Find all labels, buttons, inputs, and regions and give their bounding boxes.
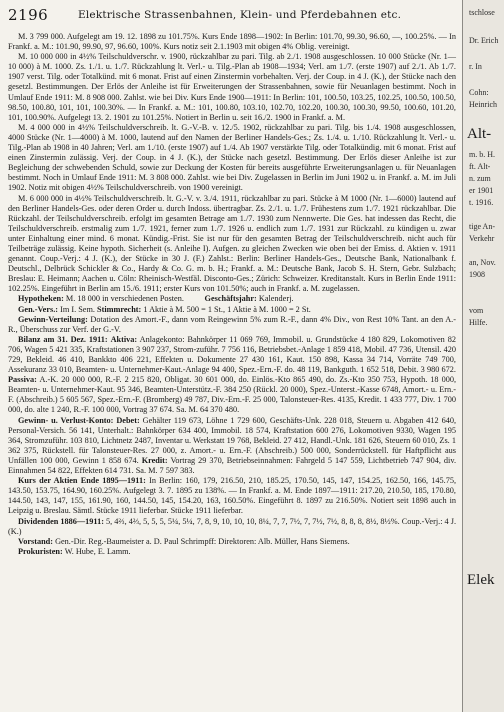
fiscal-year-value: Kalenderj. xyxy=(258,294,294,304)
strip-line: Heinrich xyxy=(469,100,497,109)
strip-line: Cohn: xyxy=(469,88,489,97)
gen-vers-text: Im I. Sem. xyxy=(60,304,95,314)
debet-text: Gehälter 119 673, Löhne 1 729 600, Geschäfts-Unk. 228 018, Steuern u. Abgaben 412 640, Personal-Versich. 56 141, Unterhalt.: Bahnkörper 634 400, Immobil. 18 574, Kraftstation 600 276, Lokomotiven 9330, Wagen 195 364, Stromzuführ. 103 810, Lichtnetz 2487, Inventar u. Werkstatt 19 768, Bekleid. 27 412, Handl.-Unk. 181 626, Steuern 60 010, Zs. 1 362 375, Rückstell. für Talonsteuer-Res. 27 000, z. Amort.- u. Ern.-F. (Abschreib.) 500 000, Sonderrückstell. für Haftpflicht aus Unfällen 100 000, Gewinn 1 858 674. xyxy=(8,415,457,465)
paragraph-anleihe-1902: M. 4 000 000 in 4½% Teilschuldverschreib. lt. G.-V.-B. v. 12./5. 1902, rückzahlbar zu pari. Tilg. bis 1./4. 1908 ausgeschlossen, 4000 Stücke (Nr. 1—4000) à M. 1000, lautend auf den Namen der Berliner Handels-Ges.; Zs. 1./4. u. 1./10. Rückzahlung lt. Verl.- u. Tilg.-Plan ab 1908 in 40 Jahren; Verl. am 1./10. (erste 1907) auf 1./4. Ab 1907 verstärkte Tilg. oder Totalkündig. mit 6 monat. Frist auf einen Zinstermin zulässig. Verj. der Coup. in 4 J. (K.), der Stücke nach gesetzl. Bestimmung. Der Erlös dieser Anleihe ist zur Begleichung der schwebenden Schuld, sowie zur Deckung der Kosten für bereits ausgeführte Erweiterungsanlagen u. für Neuanlagen bestimmt. Noch in Umlauf Ende 1911: M. 3 808 000. Zahlst. wie bei Div. Zugelassen in Berlin im Juni 1902 u. in Frankf. a. M. im Juli 1902. Notiz mit obigen 4½% Teilschuldverschreib. von 1900 vereinigt. xyxy=(8,122,456,193)
prokuristen-text: W. Hube, E. Lamm. xyxy=(64,546,131,556)
stimmrecht-text: 1 Aktie à M. 500 = 1 St., 1 Aktie à M. 1000 = 2 St. xyxy=(143,304,311,314)
strip-line: ft. Alt- xyxy=(469,162,491,171)
kurse-text: In Berlin: 160, 179, 216.50, 210, 185.25, 170.50, 145, 147, 154.25, 162.50, 166, 145.75, 143.50, 153.75, 164.90, 160.25%. Aufgelegt 3. 7. 1895 zu 138%. — In Frankf. a. M. Ende 1897—1911: 217.20, 210.50, 185, 170.80, 144.50, 143, 147, 155, 161.90, 160, 144.50, 145, 154.20, 163, 160.50%. Eingeführt 8. 1897 zu 216.50%. Notiert seit 1898 auch in Leipzig u. Breslau. Sämtl. Stücke 1911 lieferbar. Stücke 1911 lieferbar. xyxy=(8,476,457,516)
gen-vers-label: Gen.-Vers.: xyxy=(18,304,59,314)
strip-line: tige An- xyxy=(469,222,495,231)
strip-line: Dr. Erich xyxy=(469,36,499,45)
strip-line: t. 1916. xyxy=(469,198,494,207)
running-head: Elektrische Strassenbahnen, Klein- und Pferdebahnen etc. xyxy=(78,9,402,21)
strip-heading: Alt- xyxy=(467,126,492,142)
paragraph-anleihe-1911: M. 6 000 000 in 4½% Teilschuldverschreib. lt. G.-V. v. 3./4. 1911, rückzahlbar zu pari. Stücke à M 1000 (Nr. 1—6000) lautend auf den Berliner Handels-Ges. oder deren Order u. durch Indoss. übertragbar. Zs. 2./1. u. 1./7. Frühestens zum 1./7. 1921 rückzahlbar. Die Rückzahl. der Teilschuldverschreib. erfolgt im gesamten Betrage am 1./7. 1930 zum Nennwerte. Die Ges. hat indessen das Recht, die Teilschuldverschreib. erstmalig zum 1./7. 1921, ferner zum 1./7. 1926 u. endlich zum 1./7. 1931 zur Rückzahl. zu kündigen u. zwar unter Einhaltung einer mind. 6 monat. Kündig.-Frist. Sie ist nur für den gesamten Betrag der Teilschuldverschreib. nicht auch für Teilbeträge zulässig. Keine hypoth. Sicherheit (s. Anleihe I). Aufgen. zu gleichen Zwecken wie oben bei der Emiss. d. Aktien v. 1911 genannt. Coup.-Verj.: 4 J. (K.), der Stücke in 30 J. (F.) Zahlst.: Berlin: Berliner Handels-Ges., Deutsche Bank, Nationalbank f. Deutschl., Delbrück Schickler & Co., Hardy & Co. G. m. b. H.; Frankf. a. M.: Deutsche Bank, Jacob S. H. Stern, Gebr. Sulzbach; Breslau: E. Heimann; Aachen u. Cöln: Rheinisch-Westfäl. Disconto-Ges.; Zürich: Schweizer. Kreditanstalt. Kurs in Berlin Ende 1911: 102.25%. Eingeführt in Berlin am 15./6. 1911; erster Kurs von 101.50%; auch in Frankf. a. M. zugelassen. xyxy=(8,193,456,294)
paragraph-gewinn-verteilung xyxy=(8,315,456,335)
kurse-label: Kurs der Aktien Ende 1895—1911: xyxy=(18,476,146,486)
strip-line: an, Nov. xyxy=(469,258,496,267)
paragraph-anleihe-1898: M. 3 799 000. Aufgelegt am 19. 12. 1898 zu 101.75%. Kurs Ende 1898—1902: In Berlin: 101.70, 99.30, 96.60, —, 100.25%. — In Frankf. a. M.: 101.90, 99.90, 97, 96.60, 100%. Kurs notiz seit 2.1.1903 mit obigen 4% Oblig. vereinigt. xyxy=(8,32,456,52)
strip-heading: Elek xyxy=(467,572,495,588)
vorstand-text: Gen.-Dir. Reg.-Baumeister a. D. Paul Schrimpff: Direktoren: Alb. Müller, Hans Siemens. xyxy=(55,536,350,546)
paragraph-hypotheken xyxy=(8,294,456,304)
dividenden-text: 5, 4⅔, 4⅔, 5, 5, 5, 5¼, 5¼, 7, 8, 9, 10, 10, 10, 8¼, 7, 7, 7½, 7, 7½, 7½, 8, 8, 8, 8½, 8½%. Coup.-Verj.: 4 J. (K.) xyxy=(8,516,457,536)
gewinn-verteilung-label: Gewinn-Verteilung: xyxy=(18,314,88,324)
paragraph-anleihe-1900: M. 10 000 000 in 4½% Teilschuldverschr. v. 1900, rückzahlbar zu pari. Tilg. ab 2./1. 1908 ausgeschlossen. 10 000 Stücke (Nr. 1—10 000) à M. 1000. Zs. 1./1. u. 1./7. Rückzahlung lt. Verl.- u. Tilg.-Plan ab 1908—1934; Verl. am 1./7. (erste 1907) auf 2./1. Ab 1./7. 1907 verst. Tilg. oder Totalkünd. mit 6 monat. Frist auf einen Zinstermin vorbehalten. Verj. der Coup. in 4 J. (K.), der Stücke nach den gesetzl. Bestimmungen. Der Erlös der Anleihe ist für Erweiterungen der Strassenbahnen, sowie für Neuanlagen bestimmt. Noch in Umlauf Ende 1911: M. 8 908 000. Zahlst. wie bei Div. Kurs Ende 1900—1911: In Berlin: 101, 100.50, 103.25, 102.25, 100.50, 100.50, 98.50, 100.80, 101, 101, 100.30%. — In Frankf. a. M.: 101, 100.80, 103.10, 102.70, 102.20, 100.30, 100.30, 99.50, 100.60, 101.20, 101, 100.90%. Aufgelegt 13. 2. 1901 zu 101.25%. Notiert in Berlin u. seit 16./2. 1900 in Frankf. a. M. xyxy=(8,52,456,122)
aktiva-label: Aktiva: xyxy=(110,334,138,344)
strip-line: Hilfe. xyxy=(469,318,488,327)
debet-label: Debet: xyxy=(116,415,140,425)
strip-line: m. b. H. xyxy=(469,150,495,159)
strip-line: Verkehr xyxy=(469,234,495,243)
prokuristen-label: Prokuristen: xyxy=(18,546,63,556)
strip-line: er 1901 xyxy=(469,186,494,195)
aktiva-text: Anlagekonto: Bahnkörper 11 069 769, Immobil. u. Grundstücke 4 180 829, Lokomotiven 82 706, Wagen 5 421 335, Kraftstationen 3 907 237, Strom-zuführ. 7 756 116, Betriebsbet.-Anlage 1 859 418, Mobil. 47 736, Utensil. 420 729, Bekleid. 46 410, Bankkto 406 221, Effekten u. Dokumente 27 430 161, Kaut. 150 898, Kassa 34 714, Vorräte 749 700, Assekuranz 33 010, Beamten- u. Unternehmer-Kaut.-Anlage 94 400, Spez.-Ern.-F. do. 48 119, Bankguth. 1 652 518, Debit. 3 980 672. xyxy=(8,334,456,375)
paragraph-bilanz xyxy=(8,335,456,416)
vorstand-label: Vorstand: xyxy=(18,536,53,546)
body-text xyxy=(8,32,456,557)
hypotheken-label: Hypotheken: xyxy=(18,294,64,304)
stimmrecht-label: Stimmrecht: xyxy=(97,304,142,314)
strip-line: 1908 xyxy=(469,270,485,279)
bilanz-label: Bilanz am 31. Dez. 1911: xyxy=(18,334,108,344)
strip-line: tschlose xyxy=(469,8,495,17)
page-header xyxy=(8,6,458,26)
strip-line: r. In xyxy=(469,62,482,71)
strip-line: n. zum xyxy=(469,174,491,183)
paragraph-gewinn-verlust xyxy=(8,416,456,477)
dividenden-label: Dividenden 1886—1911: xyxy=(18,516,104,526)
paragraph-kurse xyxy=(8,476,456,516)
gewinn-verlust-label: Gewinn- u. Verlust-Konto: xyxy=(18,415,114,425)
strip-line: vom xyxy=(469,306,484,315)
gewinn-verteilung-text: Dotation des Amort.-F., dann vom Reingewinn 5% zum R.-F., dann 4% Div., von Rest 10% Tant. an den A.-R., Überschuss zur Verf. der G.-V. xyxy=(8,314,456,334)
passiva-label: Passiva: xyxy=(8,375,37,385)
kredit-label: Kredit: xyxy=(141,455,168,465)
page-number: 2196 xyxy=(8,6,49,24)
kredit-text: Vortrag 29 370, Betriebseinnahmen: Fahrgeld 5 147 559, Lichtbetrieb 747 904, div. Einnahmen 54 822, Effekten 614 731. Sa. M. 7 597 383. xyxy=(8,455,457,476)
paragraph-vorstand xyxy=(8,537,456,547)
fiscal-year-label: Geschäftsjahr: xyxy=(204,294,257,304)
adjacent-page-strip xyxy=(462,0,504,712)
paragraph-prokuristen xyxy=(8,547,456,557)
hypotheken-text: M. 18 000 in verschiedenen Posten. xyxy=(65,294,184,304)
paragraph-dividenden xyxy=(8,517,456,537)
paragraph-gen-vers xyxy=(8,305,456,315)
passiva-text: A.-K. 20 000 000, R.-F. 2 215 820, Obligat. 30 601 000, do. Einlös.-Kto 865 490, do. Zs.-Kto 350 753, Hypoth. 18 000, Beamten- u. Unternehmer-Kaut. 95 346, Beamten-Unterstütz.-F. 384 250 (Rückl. 20 000), Spez.-Unterst.-Kasse 6748, Amort.- u. Ern.-F. (Abschreib.) 5 605 567, Spez.-Ern.-F. (Bromberg) 49 787, Div.-Ern.-F. 25 000, Talonsteuer-Res. 4135, Kredit. 1 433 777, Div. 1 700 000, do. alte 1 240, R.-F. 100 000, Vortrag 37 674. Sa. M. 64 370 480. xyxy=(8,375,457,415)
